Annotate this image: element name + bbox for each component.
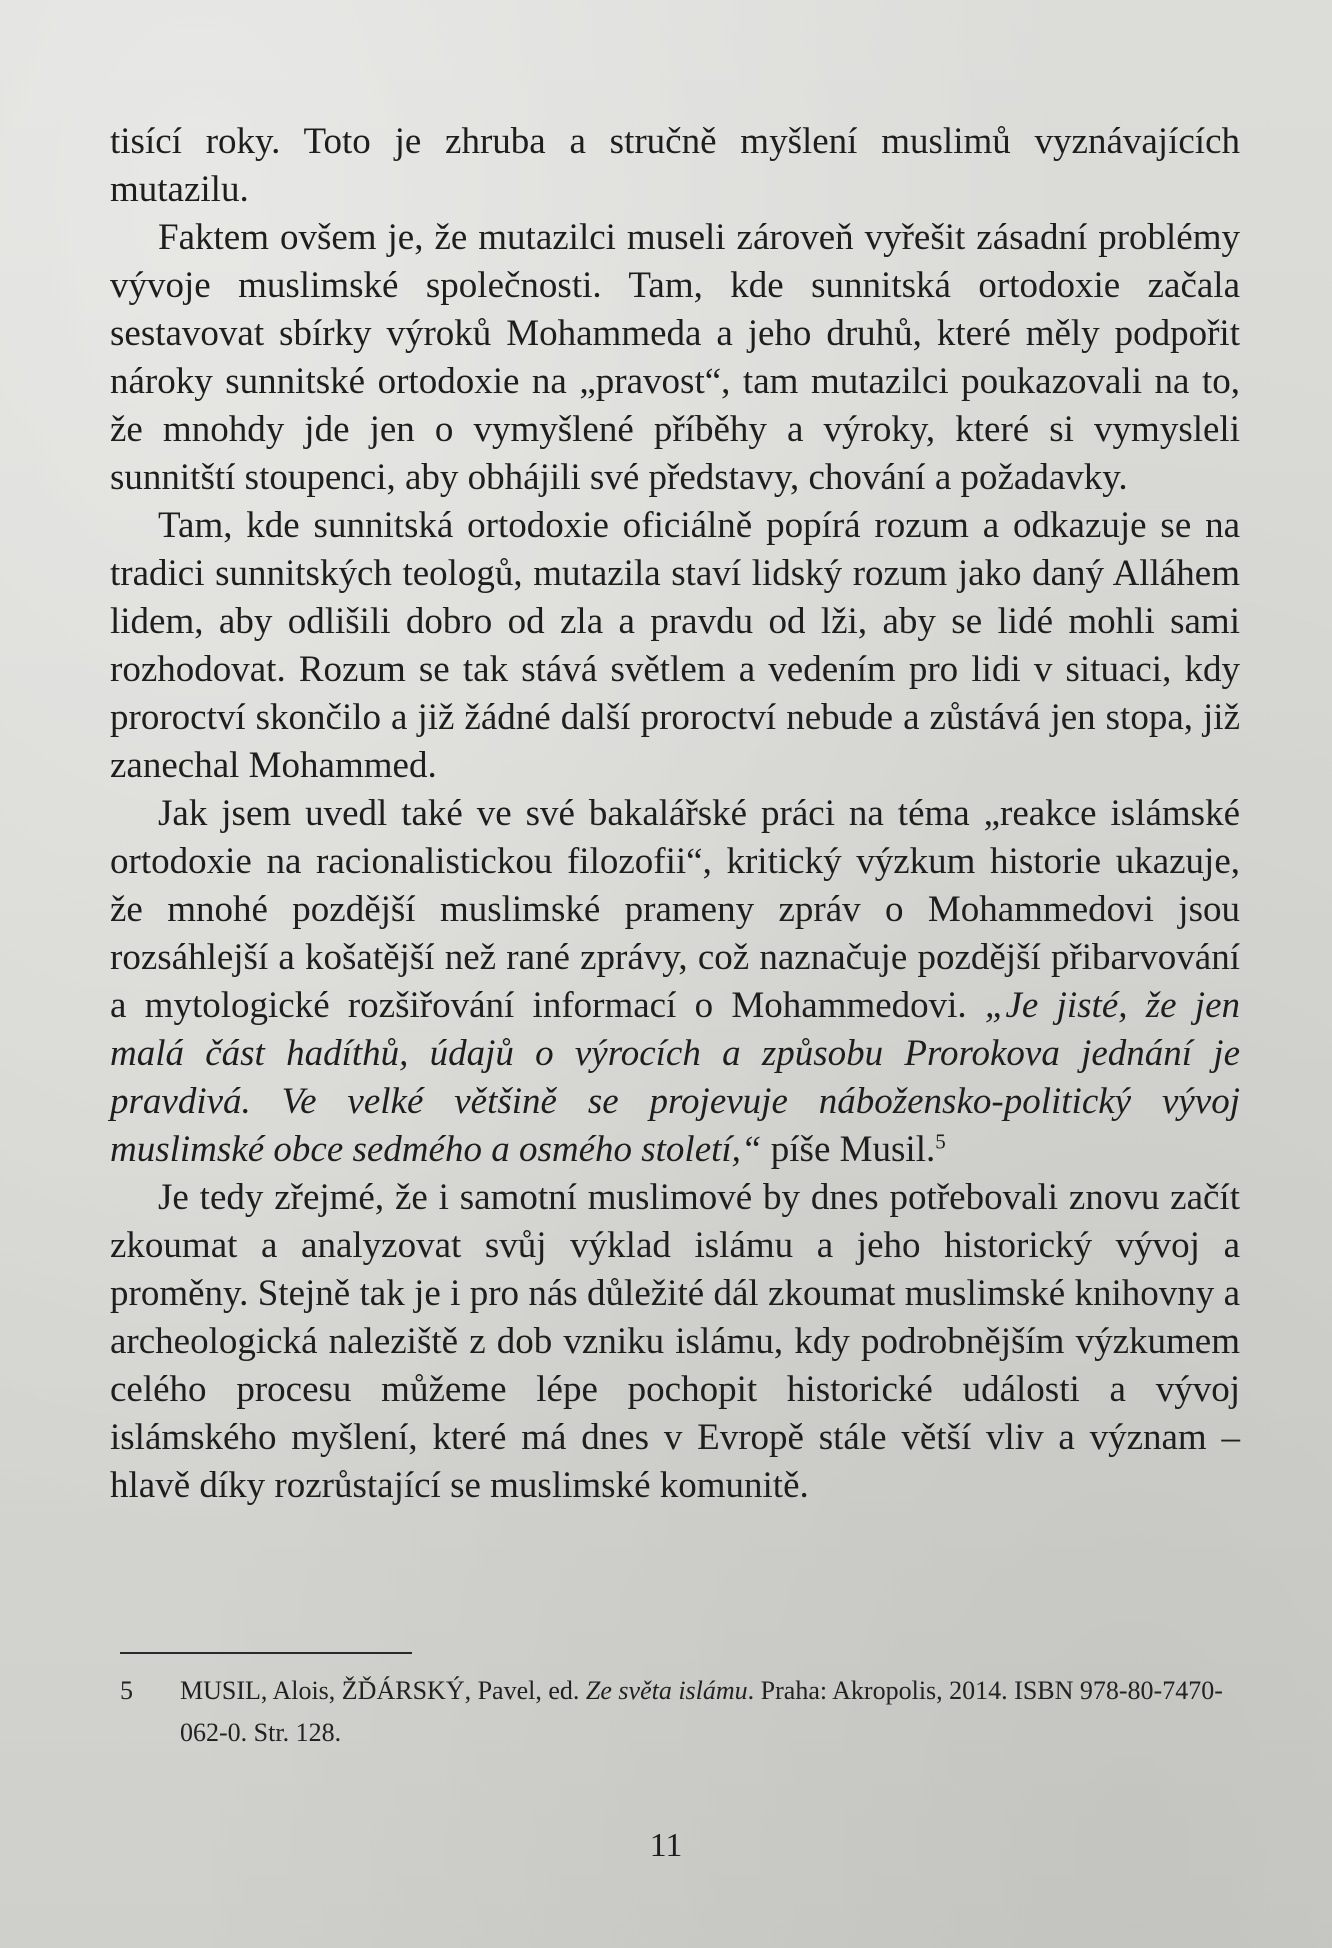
page-number: 11	[649, 1827, 683, 1864]
paragraph-4-intro: Jak jsem uvedl také ve své bakalářské práci na téma „reakce islámské ortodoxie na racionalistickou filozofii“, kritický výzkum historie ukazuje, že mnohé pozdější muslimské prameny zpráv o Mohammedovi jsou rozsáhlejší a košatější než rané zprávy, což naznačuje pozdější přibarvování a mytologické rozšiřování informací o Mohammedovi.	[110, 793, 1240, 1026]
footnote-separator	[120, 1652, 412, 1654]
footnote-publication-info: . Praha: Akropolis, 2014. ISBN 978-80-7470-062-0. Str. 128.	[180, 1676, 1223, 1747]
footnote-text	[180, 1670, 1230, 1754]
paragraph-2: Faktem ovšem je, že mutazilci museli zároveň vyřešit zásadní problémy vývoje muslimské společnosti. Tam, kde sunnitská ortodoxie začala sestavovat sbírky výroků Mohammeda a jeho druhů, které měly podpořit nároky sunnitské ortodoxie na „pravost“, tam mutazilci poukazovali na to, že mnohdy jde jen o vymyšlené příběhy a výroky, které si vymysleli sunnitští stoupenci, aby obhájili své představy, chování a požadavky.	[110, 217, 1240, 498]
footnote-number: 5	[120, 1676, 133, 1705]
paragraph-5: Je tedy zřejmé, že i samotní muslimové by dnes potřebovali znovu začít zkoumat a analyzovat svůj výklad islámu a jeho historický vývoj a proměny. Stejně tak je i pro nás důležité dál zkoumat muslimské knihovny a archeologická naleziště z dob vzniku islámu, kdy podrobnějším výzkumem celého procesu můžeme lépe pochopit historické události a vývoj islámského myšlení, které má dnes v Evropě stále větší vliv a význam – hlavě díky rozrůstající se muslimské komunitě.	[110, 1177, 1240, 1506]
body-text	[110, 118, 1240, 1510]
musil-quote: „Je jisté, že jen malá část hadíthů, údajů o výrocích a způsobu Prorokova jednání je pravdivá. Ve velké většině se projevuje nábožensko-politický vývoj muslimské obce sedmého a osmého století,“	[110, 985, 1240, 1170]
paragraph-4	[110, 790, 1240, 1174]
footnote-book-title: Ze světa islámu	[585, 1676, 748, 1705]
paragraph-3: Tam, kde sunnitská ortodoxie oficiálně popírá rozum a odkazuje se na tradici sunnitských teologů, mutazila staví lidský rozum jako daný Alláhem lidem, aby odlišili dobro od zla a pravdu od lži, aby se lidé mohli sami rozhodovat. Rozum se tak stává světlem a vedením pro lidi v situaci, kdy proroctví skončilo a již žádné další proroctví nebude a zůstává jen stopa, již zanechal Mohammed.	[110, 505, 1240, 786]
footnote	[120, 1670, 1230, 1754]
paragraph-1: tisící roky. Toto je zhruba a stručně myšlení muslimů vyznávajících mutazilu.	[110, 121, 1240, 210]
footnote-reference: 5	[935, 1129, 946, 1154]
footnote-authors: MUSIL, Alois, ŽĎÁRSKÝ, Pavel, ed.	[180, 1676, 586, 1705]
paragraph-4-attribution: píše Musil.	[761, 1129, 936, 1170]
